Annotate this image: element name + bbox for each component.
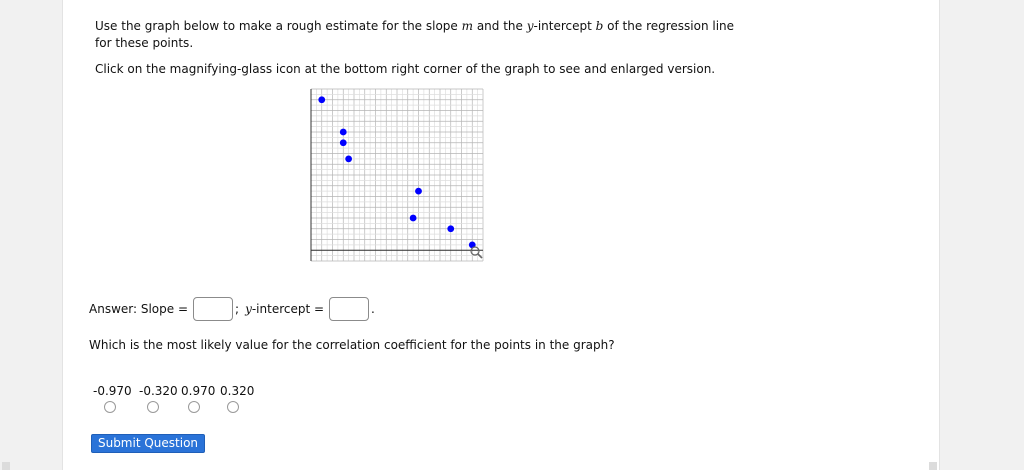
left-corner-marker [2,462,10,470]
data-point-5 [415,188,422,195]
scatter-graph[interactable] [309,87,485,263]
intercept-input[interactable] [329,297,369,321]
slope-input[interactable] [193,297,233,321]
resize-corner [929,462,937,470]
option-label-4: 0.320 [220,384,255,398]
radio-option-4[interactable] [227,401,239,413]
y-intercept-symbol: y [245,302,252,316]
intro-text-1: Use the graph below to make a rough estimate for the slope [95,19,462,33]
submit-question-button[interactable]: Submit Question [91,434,205,453]
y-symbol: y [526,19,534,33]
data-point-3 [340,139,347,146]
radio-option-1[interactable] [104,401,116,413]
option-label-2: -0.320 [139,384,178,398]
question-card [62,0,940,470]
data-point-4 [345,155,352,162]
graph-instruction: Click on the magnifying-glass icon at the bottom right corner of the graph to see and enlarged version. [95,62,716,76]
intro-text-4: of the regression line for these points. [95,19,735,50]
radio-option-2[interactable] [147,401,159,413]
magnifying-glass-icon[interactable] [471,247,482,258]
data-point-7 [447,225,454,232]
option-label-3: 0.970 [181,384,216,398]
data-point-6 [410,215,417,222]
option-label-1: -0.970 [93,384,132,398]
graph-grid [311,89,483,261]
slope-symbol: m [461,19,474,33]
intro-text-2: and the [473,19,527,33]
data-point-1 [318,96,325,103]
answer-row [89,295,375,323]
radio-option-3[interactable] [188,401,200,413]
intercept-label: -intercept = [251,302,325,316]
intercept-symbol: b [595,19,604,33]
slope-label: Answer: Slope = [89,302,189,316]
correlation-question: Which is the most likely value for the correlation coefficient for the points in the graph? [89,338,615,352]
intro-text-3: -intercept [533,19,596,33]
question-intro [95,18,735,52]
answer-separator: ; [235,302,240,316]
data-point-2 [340,129,347,136]
answer-end: . [371,302,375,316]
